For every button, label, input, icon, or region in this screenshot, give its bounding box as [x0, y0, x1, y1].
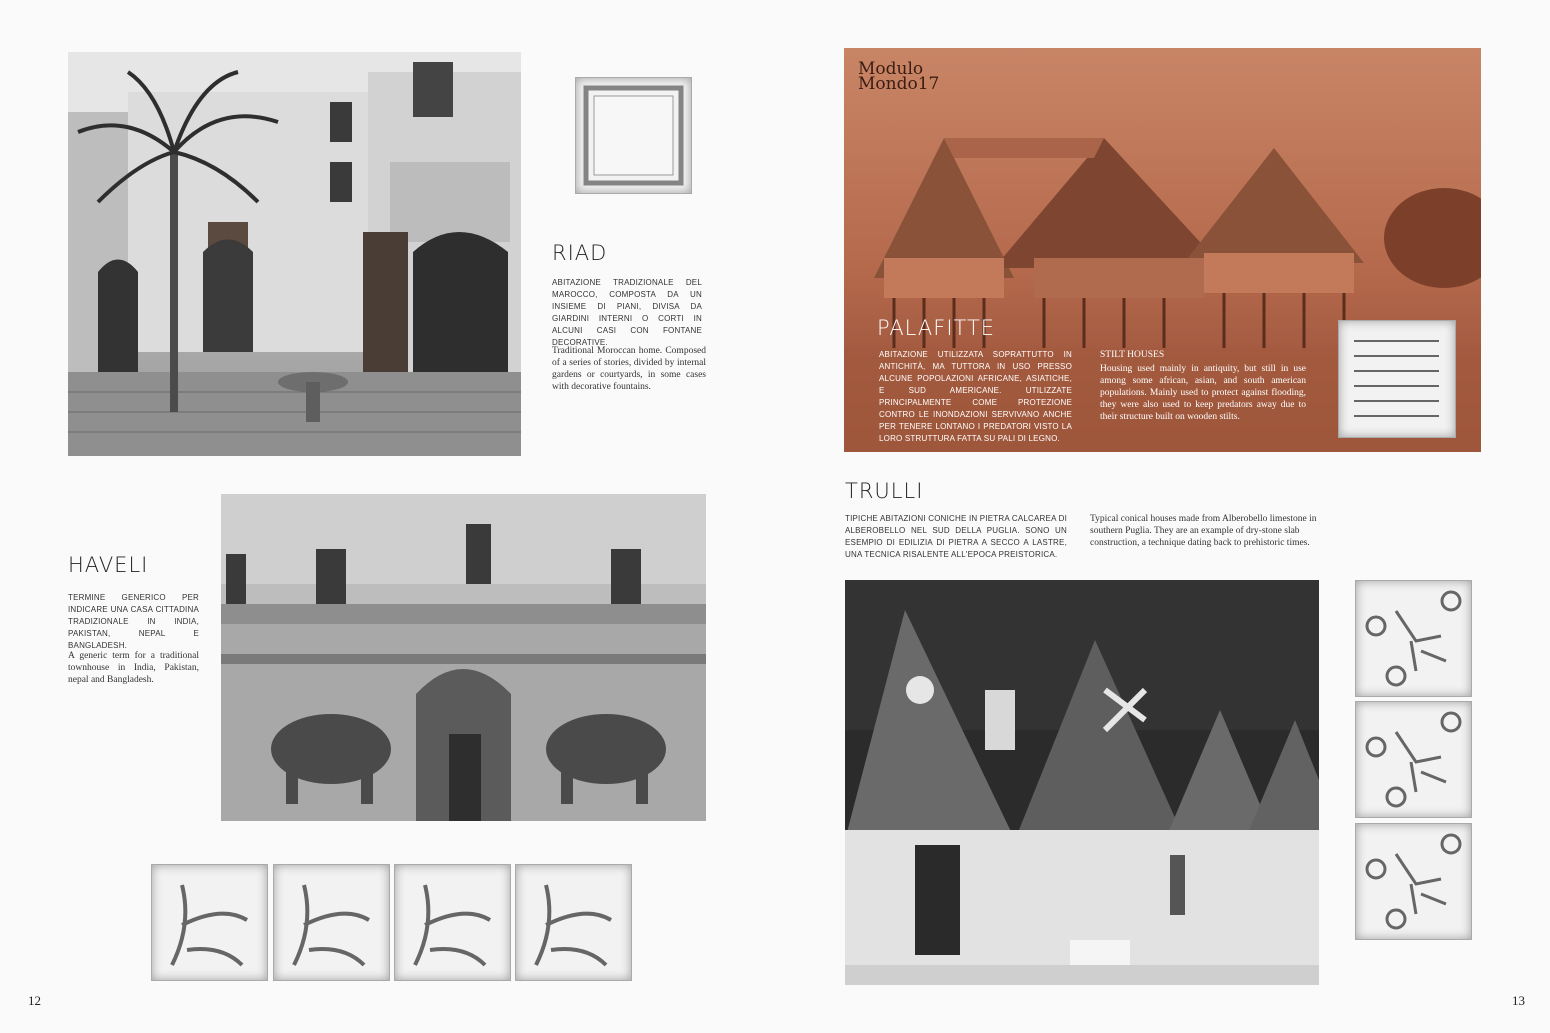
haveli-title: HAVELI [68, 553, 149, 577]
riad-text-english: Traditional Moroccan home. Composed of a series of stories, divided by internal gardens or courtyards, in some cases with decorative fountains. [552, 346, 706, 392]
page-number-left: 12 [28, 993, 41, 1008]
trulli-title: TRULLI [845, 479, 924, 503]
page-number-right: 13 [1512, 993, 1525, 1008]
haveli-tile-2 [273, 864, 390, 981]
haveli-tile-4 [515, 864, 632, 981]
palafitte-english-heading: STILT HOUSES [1100, 350, 1165, 360]
modulo-mondo-logo: Modulo Mondo17 [858, 59, 940, 94]
palafitte-text-english: Housing used mainly in antiquity, but still in use among some african, asian, and south american populations. Mainly used to protect against flooding, they were also used to keep predators away due to their structure built on wooden stilts. [1100, 364, 1306, 422]
riad-title: RIAD [552, 241, 608, 265]
trulli-tile-1 [1355, 580, 1472, 697]
trulli-tile-3 [1355, 823, 1472, 940]
riad-decorative-tile [575, 77, 692, 194]
haveli-text-italian: TERMINE GENERICO PER INDICARE UNA CASA CITTADINA TRADIZIONALE IN INDIA, PAKISTAN, NEPAL E BANGLADESH. [68, 593, 199, 650]
riad-text-italian: ABITAZIONE TRADIZIONALE DEL MAROCCO, COMPOSTA DA UN INSIEME DI PIANI, DIVISA DA GIARDINI INTERNI O CORTI IN ALCUNI CASI CON FONTANE DECORATIVE. [552, 278, 702, 347]
palafitte-text-italian: ABITAZIONE UTILIZZATA SOPRATTUTTO IN ANTICHITÀ, MA TUTTORA IN USO PRESSO ALCUNE POPOLAZIONI AFRICANE, ASIATICHE, E SUD AMERICANE. UTILIZZATE PRINCIPALMENTE COME PROTEZIONE CONTRO LE INONDAZIONI SERVIVANO ANCHE PER TENERE LONTANO I PREDATORI VISTO LA LORO STRUTTURA FATTA SU PALI DI LEGNO. [879, 350, 1072, 443]
haveli-text-english: A generic term for a traditional townhouse in India, Pakistan, nepal and Bangladesh. [68, 651, 199, 685]
palafitte-photo [844, 48, 1481, 452]
trulli-text-italian: TIPICHE ABITAZIONI CONICHE IN PIETRA CALCAREA DI ALBEROBELLO NEL SUD DELLA PUGLIA. SONO UN ESEMPIO DI EDILIZIA DI PIETRA A SECCO A LASTRE, UNA TECNICA RISALENTE ALL'EPOCA PREISTORICA. [845, 514, 1067, 559]
riad-photo [68, 52, 521, 456]
trulli-photo [845, 580, 1319, 985]
trulli-tile-2 [1355, 701, 1472, 818]
haveli-tile-1 [151, 864, 268, 981]
palafitte-title: PALAFITTE [877, 316, 996, 340]
haveli-photo [221, 494, 706, 821]
haveli-tile-3 [394, 864, 511, 981]
palafitte-decorative-tile [1338, 320, 1456, 438]
trulli-text-english: Typical conical houses made from Alberobello limestone in southern Puglia. They are an example of dry-stone slab construction, a technique dating back to prehistoric times. [1090, 514, 1317, 548]
